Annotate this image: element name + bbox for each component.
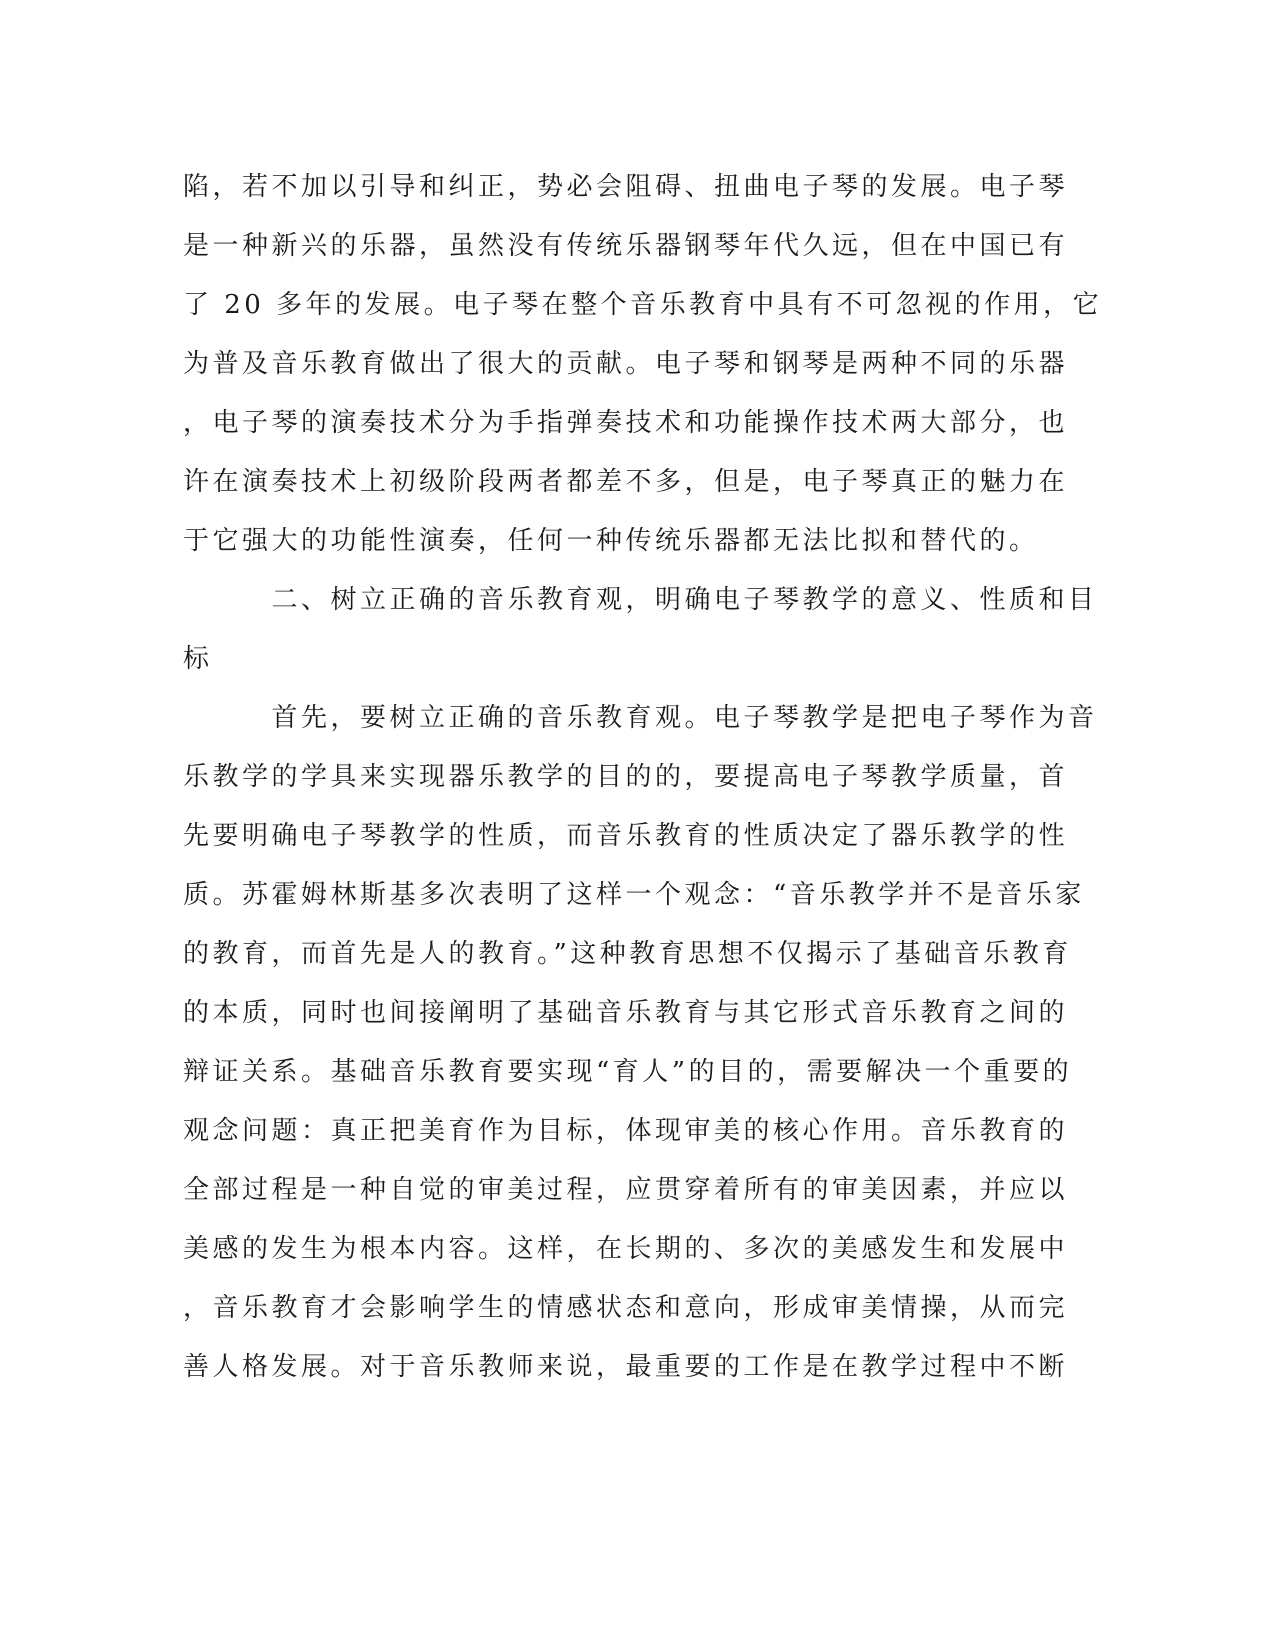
text-line: 全部过程是一种自觉的审美过程，应贯穿着所有的审美因素，并应以 <box>183 1175 1069 1205</box>
text-line: ，电子琴的演奏技术分为手指弹奏技术和功能操作技术两大部分，也 <box>183 408 1069 438</box>
text-line: ，音乐教育才会影响学生的情感状态和意向，形成审美情操，从而完 <box>183 1293 1069 1323</box>
text-line: 是一种新兴的乐器，虽然没有传统乐器钢琴年代久远，但在中国已有 <box>183 231 1069 261</box>
text-line: 观念问题：真正把美育作为目标，体现审美的核心作用。音乐教育的 <box>183 1116 1069 1146</box>
section-heading: 二、树立正确的音乐教育观，明确电子琴教学的意义、性质和目 <box>183 585 1098 615</box>
text-line: 于它强大的功能性演奏，任何一种传统乐器都无法比拟和替代的。 <box>183 526 1039 556</box>
text-line: 乐教学的学具来实现器乐教学的目的的，要提高电子琴教学质量，首 <box>183 762 1069 792</box>
text-line: 善人格发展。对于音乐教师来说，最重要的工作是在教学过程中不断 <box>183 1352 1069 1382</box>
text-line: 的教育，而首先是人的教育。”这种教育思想不仅揭示了基础音乐教育 <box>183 939 1072 969</box>
section-heading-continued: 标 <box>183 644 213 674</box>
text-line: 首先，要树立正确的音乐教育观。电子琴教学是把电子琴作为音 <box>183 703 1098 733</box>
text-line: 许在演奏技术上初级阶段两者都差不多，但是，电子琴真正的魅力在 <box>183 467 1069 497</box>
body-text <box>183 158 1103 1397</box>
text-line: 辩证关系。基础音乐教育要实现“育人”的目的，需要解决一个重要的 <box>183 1057 1073 1087</box>
text-line: 质。苏霍姆林斯基多次表明了这样一个观念：“音乐教学并不是音乐家 <box>183 880 1085 910</box>
text-line: 陷，若不加以引导和纠正，势必会阻碍、扭曲电子琴的发展。电子琴 <box>183 172 1069 202</box>
text-line: 了 20 多年的发展。电子琴在整个音乐教育中具有不可忽视的作用，它 <box>183 290 1103 320</box>
text-line: 美感的发生为根本内容。这样，在长期的、多次的美感发生和发展中 <box>183 1234 1069 1264</box>
text-line: 为普及音乐教育做出了很大的贡献。电子琴和钢琴是两种不同的乐器 <box>183 349 1069 379</box>
text-line: 先要明确电子琴教学的性质，而音乐教育的性质决定了器乐教学的性 <box>183 821 1069 851</box>
text-line: 的本质，同时也间接阐明了基础音乐教育与其它形式音乐教育之间的 <box>183 998 1069 1028</box>
